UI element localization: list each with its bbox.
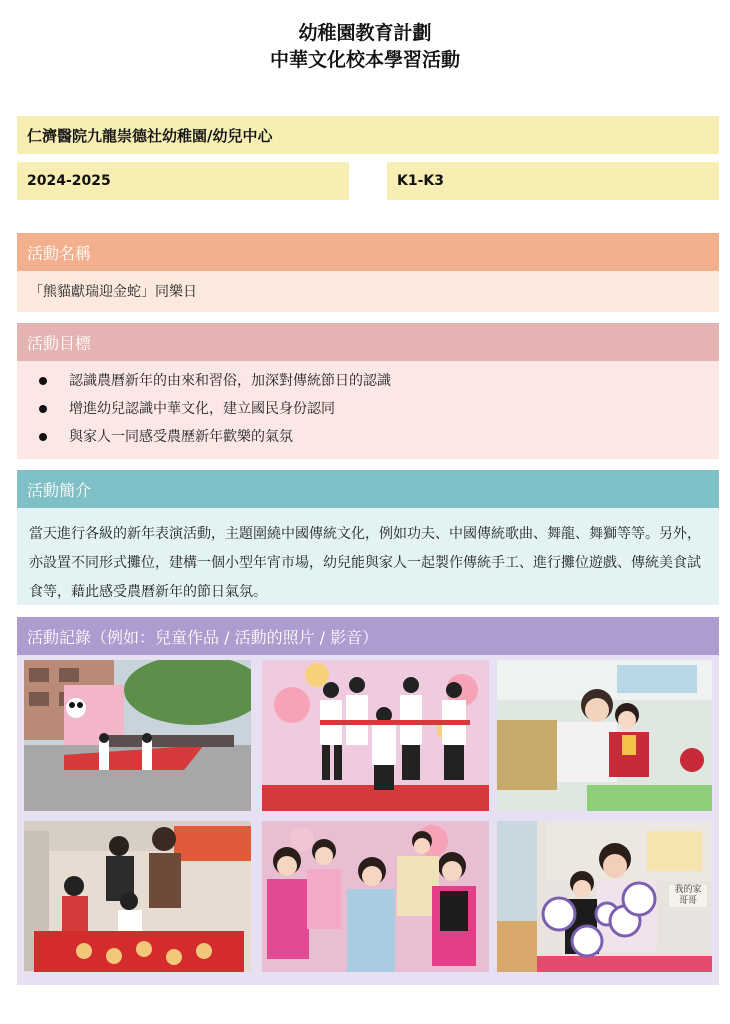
activity-name-value: 「熊貓獻瑞迎金蛇」同樂日 bbox=[17, 271, 719, 312]
bullet-icon bbox=[39, 377, 47, 385]
page-title-line1: 幼稚園教育計劃 bbox=[298, 22, 432, 44]
photo-food-stall bbox=[24, 821, 251, 972]
list-item: 與家人一同感受農歷新年歡樂的氣氛 bbox=[29, 423, 707, 451]
photo-children-costumes bbox=[262, 821, 489, 972]
photo-stage-performance bbox=[262, 660, 489, 811]
bullet-icon bbox=[39, 405, 47, 413]
intro-text: 當天進行各級的新年表演活動，主題圍繞中國傳統文化，例如功夫、中國傳統歌曲、舞龍、舞獅等等。另外，亦設置不同形式攤位，建構一個小型年宵市場，幼兒能與家人一起製作傳統手工、進行攤位遊戲、傳統美食試食等，藉此感受農曆新年的節日氣氛。 bbox=[17, 508, 719, 605]
bullet-icon bbox=[39, 433, 47, 441]
intro-heading: 活動簡介 bbox=[17, 470, 719, 508]
list-item: 認識農曆新年的由來和習俗，加深對傳統節日的認識 bbox=[29, 367, 707, 395]
list-item: 增進幼兒認識中華文化，建立國民身份認同 bbox=[29, 395, 707, 423]
records-heading: 活動記錄（例如：兒童作品 / 活動的照片 / 影音） bbox=[17, 617, 719, 655]
photo-parent-child-craft bbox=[497, 660, 712, 811]
objectives-list bbox=[17, 361, 719, 459]
photo-paper-plate-craft bbox=[497, 821, 712, 972]
objectives-heading: 活動目標 bbox=[17, 323, 719, 361]
school-name: 仁濟醫院九龍崇德社幼稚園/幼兒中心 bbox=[17, 116, 719, 154]
photo-school-playground bbox=[24, 660, 251, 811]
page-title-line2: 中華文化校本學習活動 bbox=[269, 49, 460, 71]
grade-level: K1-K3 bbox=[387, 162, 719, 200]
photo-wall-sign: 我的家 哥哥 bbox=[669, 885, 707, 907]
activity-name-heading: 活動名稱 bbox=[17, 233, 719, 271]
school-year: 2024-2025 bbox=[17, 162, 349, 200]
